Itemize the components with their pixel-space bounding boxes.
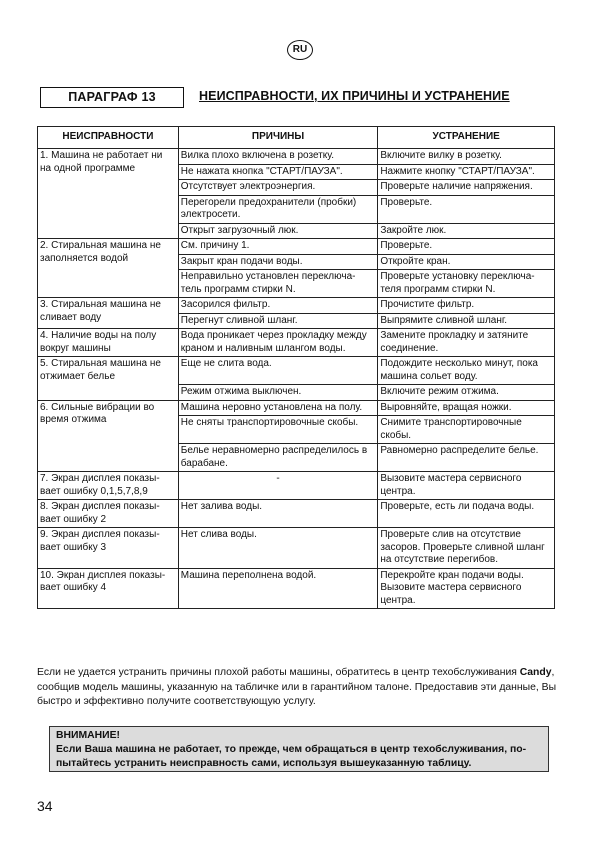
header-remedies: УСТРАНЕНИЕ [378, 127, 555, 149]
section-title: НЕИСПРАВНОСТИ, ИХ ПРИЧИНЫ И УСТРАНЕНИЕ [199, 89, 510, 103]
remedy-cell: Проверьте, есть ли подача воды. [378, 500, 555, 528]
remedy-cell: Снимите транспортировочные скобы. [378, 416, 555, 444]
header-faults: НЕИСПРАВНОСТИ [38, 127, 179, 149]
table-row [38, 568, 555, 609]
service-note-text: Если не удается устранить причины плохой работы машины, обратитесь в центр техобслуживания [37, 667, 520, 678]
table-row [38, 500, 555, 528]
cause-cell: Белье неравномерно распределилось в барабане. [178, 444, 378, 472]
cause-cell: Перегорели предохранители (пробки) электросети. [178, 195, 378, 223]
table-row [38, 329, 555, 357]
remedy-cell: Проверьте слив на отсутствие засоров. Проверьте сливной шланг на отсутствие перегибов. [378, 528, 555, 569]
fault-cell: 9. Экран дисплея показы-вает ошибку 3 [38, 528, 179, 569]
remedy-cell: Включите вилку в розетку. [378, 149, 555, 165]
language-badge: RU [287, 40, 313, 60]
remedy-cell: Откройте кран. [378, 254, 555, 270]
cause-cell: Открыт загрузочный люк. [178, 223, 378, 239]
table-row [38, 400, 555, 416]
fault-cell: 8. Экран дисплея показы-вает ошибку 2 [38, 500, 179, 528]
fault-cell: 10. Экран дисплея показы-вает ошибку 4 [38, 568, 179, 609]
page-number: 34 [37, 798, 53, 814]
table-row [38, 298, 555, 314]
table-header-row [38, 127, 555, 149]
remedy-cell: Перекройте кран подачи воды. Вызовите мастера сервисного центра. [378, 568, 555, 609]
fault-cell: 1. Машина не работает ни на одной программе [38, 149, 179, 239]
cause-cell: Закрыт кран подачи воды. [178, 254, 378, 270]
cause-cell: Вода проникает через прокладку между краном и наливным шлангом воды. [178, 329, 378, 357]
remedy-cell: Проверьте. [378, 195, 555, 223]
cause-cell: Нет слива воды. [178, 528, 378, 569]
table-row [38, 149, 555, 165]
fault-cell: 6. Сильные вибрации во время отжима [38, 400, 179, 472]
table-row [38, 239, 555, 255]
cause-cell: - [178, 472, 378, 500]
fault-cell: 2. Стиральная машина не заполняется водой [38, 239, 179, 298]
service-note-text-2: , сообщив модель машины, указанную на табличке или в гарантийном талоне. Предоставив эти данные, Вы быстро и эффективно получите соответствующую услугу. [37, 667, 557, 707]
cause-cell: Перегнут сливной шланг. [178, 313, 378, 329]
remedy-cell: Выровняйте, вращая ножки. [378, 400, 555, 416]
cause-cell: Засорился фильтр. [178, 298, 378, 314]
remedy-cell: Проверьте наличие напряжения. [378, 180, 555, 196]
cause-cell: Вилка плохо включена в розетку. [178, 149, 378, 165]
remedy-cell: Прочистите фильтр. [378, 298, 555, 314]
cause-cell: Режим отжима выключен. [178, 385, 378, 401]
fault-cell: 7. Экран дисплея показы-вает ошибку 0,1,5,7,8,9 [38, 472, 179, 500]
cause-cell: Неправильно установлен переключа-тель программ стирки N. [178, 270, 378, 298]
remedy-cell: Равномерно распределите белье. [378, 444, 555, 472]
cause-cell: Машина переполнена водой. [178, 568, 378, 609]
remedy-cell: Закройте люк. [378, 223, 555, 239]
remedy-cell: Подождите несколько минут, пока машина сольет воду. [378, 357, 555, 385]
cause-cell: Еще не слита вода. [178, 357, 378, 385]
fault-cell: 3. Стиральная машина не сливает воду [38, 298, 179, 329]
table-row [38, 472, 555, 500]
brand-name: Candy [519, 667, 552, 678]
service-note [37, 666, 557, 710]
troubleshooting-table [37, 126, 555, 609]
remedy-cell: Включите режим отжима. [378, 385, 555, 401]
remedy-cell: Замените прокладку и затяните соединение. [378, 329, 555, 357]
warning-title: ВНИМАНИЕ! [56, 730, 120, 741]
remedy-cell: Вызовите мастера сервисного центра. [378, 472, 555, 500]
warning-text: Если Ваша машина не работает, то прежде, чем обращаться в центр техобслуживания, по-пытайтесь устранить неисправность сами, используя вышеуказанную таблицу. [56, 744, 527, 769]
remedy-cell: Проверьте. [378, 239, 555, 255]
cause-cell: Машина неровно установлена на полу. [178, 400, 378, 416]
table-row [38, 528, 555, 569]
fault-cell: 4. Наличие воды на полу вокруг машины [38, 329, 179, 357]
cause-cell: Не нажата кнопка "СТАРТ/ПАУЗА". [178, 164, 378, 180]
header-causes: ПРИЧИНЫ [178, 127, 378, 149]
warning-box [49, 726, 549, 772]
fault-cell: 5. Стиральная машина не отжимает белье [38, 357, 179, 401]
remedy-cell: Нажмите кнопку "СТАРТ/ПАУЗА". [378, 164, 555, 180]
cause-cell: См. причину 1. [178, 239, 378, 255]
section-label: ПАРАГРАФ 13 [40, 87, 184, 108]
cause-cell: Нет залива воды. [178, 500, 378, 528]
cause-cell: Отсутствует электроэнергия. [178, 180, 378, 196]
remedy-cell: Выпрямите сливной шланг. [378, 313, 555, 329]
table-row [38, 357, 555, 385]
cause-cell: Не сняты транспортировочные скобы. [178, 416, 378, 444]
remedy-cell: Проверьте установку переключа-теля программ стирки N. [378, 270, 555, 298]
